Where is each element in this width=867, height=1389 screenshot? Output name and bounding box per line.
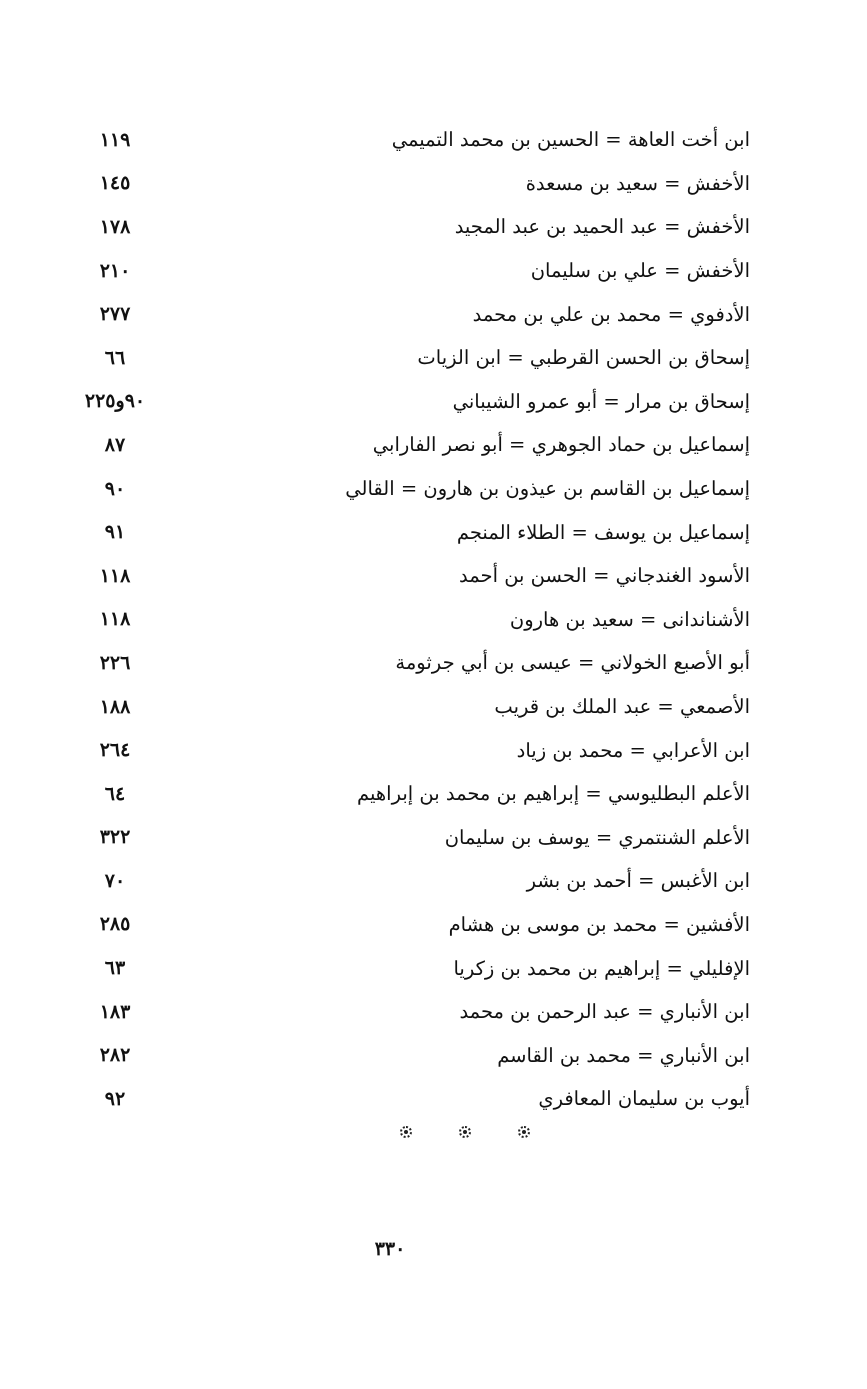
index-entry [60, 336, 750, 380]
index-entry [60, 728, 750, 772]
entry-name: الأخفش = عبد الحميد بن عبد المجيد [454, 215, 750, 239]
section-end-ornament [400, 1126, 530, 1138]
entry-name: إسحاق بن الحسن القرطبي = ابن الزيات [417, 346, 750, 370]
entry-name: الأخفش = سعيد بن مسعدة [525, 171, 750, 195]
entry-name: إسماعيل بن يوسف = الطلاء المنجم [456, 520, 750, 544]
entry-page-number: ٨٧ [104, 433, 126, 456]
index-entry [60, 249, 750, 293]
entry-page-number: ١٨٨ [99, 695, 131, 718]
index-entry [60, 292, 750, 336]
index-entry [60, 423, 750, 467]
entry-page-number: ٣٢٢ [99, 826, 131, 849]
entry-name: الأدفوي = محمد بن علي بن محمد [472, 302, 750, 326]
entry-name: الأعلم الشنتمري = يوسف بن سليمان [444, 825, 750, 849]
entry-name: ابن أخت العاهة = الحسين بن محمد التميمي [391, 128, 750, 152]
index-entry [60, 467, 750, 511]
entry-name: أبو الأصبع الخولاني = عيسى بن أبي جرثومة [395, 651, 750, 675]
index-entry [60, 510, 750, 554]
flower-ornament-icon [459, 1126, 471, 1138]
index-entry [60, 598, 750, 642]
index-entry [60, 816, 750, 860]
index-entry [60, 162, 750, 206]
entry-name: ابن الأعرابي = محمد بن زياد [516, 738, 750, 762]
entry-name: الأصمعي = عبد الملك بن قريب [494, 695, 750, 719]
entry-page-number: ٢٨٢ [99, 1044, 131, 1067]
index-entry [60, 554, 750, 598]
entry-page-number: ٩١ [104, 521, 126, 544]
entry-name: الأفشين = محمد بن موسى بن هشام [448, 912, 750, 936]
entry-page-number: ٢٦٤ [99, 739, 131, 762]
entry-name: الأعلم البطليوسي = إبراهيم بن محمد بن إبراهيم [357, 782, 750, 806]
index-entry [60, 1077, 750, 1121]
index-entry [60, 1033, 750, 1077]
entry-page-number: ٩٠و٢٢٥ [84, 390, 146, 413]
entry-name: إسحاق بن مرار = أبو عمرو الشيباني [452, 389, 750, 413]
index-entry [60, 641, 750, 685]
entry-page-number: ١٨٣ [99, 1000, 131, 1023]
entry-page-number: ٧٠ [104, 869, 126, 892]
entry-page-number: ٦٤ [104, 782, 126, 805]
index-entry [60, 903, 750, 947]
index-entry [60, 380, 750, 424]
entry-name: الأشناندانى = سعيد بن هارون [509, 607, 750, 631]
entry-page-number: ١٤٥ [99, 172, 131, 195]
entry-name: إسماعيل بن حماد الجوهري = أبو نصر الفارابي [372, 433, 750, 457]
entry-page-number: ٢٢٦ [99, 651, 131, 674]
index-entry [60, 859, 750, 903]
entry-page-number: ٢٨٥ [99, 913, 131, 936]
entry-name: ابن الأنباري = محمد بن القاسم [497, 1043, 750, 1067]
index-entry [60, 946, 750, 990]
entry-name: ابن الأغبس = أحمد بن بشر [526, 869, 750, 893]
entry-name: إسماعيل بن القاسم بن عيذون بن هارون = القالي [345, 477, 750, 501]
entry-page-number: ١١٨ [99, 564, 131, 587]
entry-name: أيوب بن سليمان المعافري [538, 1087, 750, 1111]
entry-page-number: ٢١٠ [99, 259, 131, 282]
entry-name: الأخفش = علي بن سليمان [530, 259, 750, 283]
entry-page-number: ٩٢ [104, 1087, 126, 1110]
index-list [60, 118, 750, 1121]
index-entry [60, 685, 750, 729]
entry-page-number: ١٧٨ [99, 215, 131, 238]
entry-page-number: ٩٠ [104, 477, 126, 500]
entry-page-number: ٦٦ [104, 346, 126, 369]
entry-name: الإفليلي = إبراهيم بن محمد بن زكريا [453, 956, 750, 980]
entry-page-number: ١١٩ [99, 128, 131, 151]
entry-page-number: ١١٨ [99, 608, 131, 631]
entry-name: ابن الأنباري = عبد الرحمن بن محمد [459, 1000, 750, 1024]
entry-page-number: ٦٣ [104, 957, 126, 980]
page-number: ٣٣٠ [374, 1238, 406, 1260]
flower-ornament-icon [400, 1126, 412, 1138]
entry-name: الأسود الغندجاني = الحسن بن أحمد [459, 564, 750, 588]
index-entry [60, 772, 750, 816]
index-entry [60, 990, 750, 1034]
index-entry [60, 205, 750, 249]
flower-ornament-icon [518, 1126, 530, 1138]
index-entry [60, 118, 750, 162]
entry-page-number: ٢٧٧ [99, 303, 131, 326]
